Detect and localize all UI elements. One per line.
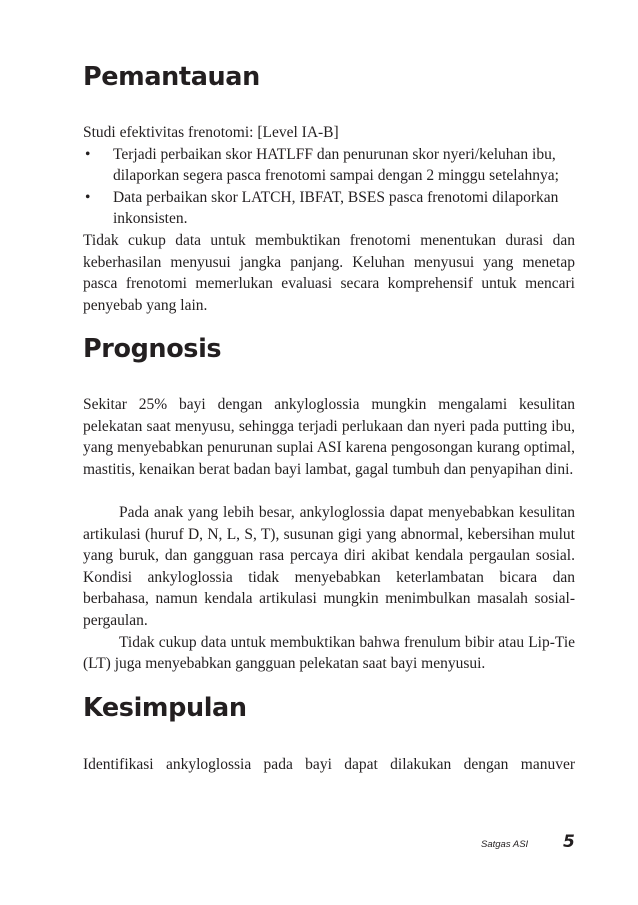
bullet-marker: • xyxy=(85,188,91,206)
page-number: 5 xyxy=(563,832,575,852)
section-title-kesimpulan: Kesimpulan xyxy=(83,693,247,723)
list-item xyxy=(83,144,575,187)
footer-label: Satgas ASI xyxy=(481,839,529,850)
list-item-text: Terjadi perbaikan skor HATLFF dan penurunan skor nyeri/keluhan ibu, dilaporkan segera pasca frenotomi sampai dengan 2 minggu setelahnya; xyxy=(113,145,559,185)
bullet-marker: • xyxy=(85,145,91,163)
pemantauan-intro: Studi efektivitas frenotomi: [Level IA-B] xyxy=(83,124,339,141)
list-item xyxy=(83,187,575,230)
prognosis-paragraph-2: Pada anak yang lebih besar, ankyloglossia dapat menyebabkan kesulitan artikulasi (huruf D, N, L, S, T), susunan gigi yang abnormal, kebersihan mulut yang buruk, dan gangguan rasa percaya diri akibat kendala pergaulan sosial. Kondisi ankyloglossia tidak menyebabkan keterlambatan bicara dan berbahasa, namun kendala artikulasi mungkin menimbulkan masalah sosial-pergaulan. xyxy=(83,504,575,629)
prognosis-paragraph-1: Sekitar 25% bayi dengan ankyloglossia mungkin mengalami kesulitan pelekatan saat menyusu, sehingga terjadi perlukaan dan nyeri pada putting ibu, yang menyebabkan penurunan suplai ASI karena pengosongan kurang optimal, mastitis, kenaikan berat badan bayi lambat, gagal tumbuh dan penyapihan dini. xyxy=(83,396,575,478)
list-item-text: Data perbaikan skor LATCH, IBFAT, BSES pasca frenotomi dilaporkan inkonsisten. xyxy=(113,188,559,228)
kesimpulan-paragraph: Identifikasi ankyloglossia pada bayi dapat dilakukan dengan manuver xyxy=(83,756,575,773)
pemantauan-bullet-list xyxy=(83,144,575,230)
prognosis-paragraph-3: Tidak cukup data untuk membuktikan bahwa frenulum bibir atau Lip-Tie (LT) juga menyebabkan gangguan pelekatan saat bayi menyusui. xyxy=(83,633,575,673)
pemantauan-paragraph: Tidak cukup data untuk membuktikan frenotomi menentukan durasi dan keberhasilan menyusui jangka panjang. Keluhan menyusui yang menetap pasca frenotomi memerlukan evaluasi secara komprehensif untuk mencari penyebab yang lain. xyxy=(83,232,575,314)
section-title-pemantauan: Pemantauan xyxy=(83,62,260,92)
section-title-prognosis: Prognosis xyxy=(83,334,222,364)
